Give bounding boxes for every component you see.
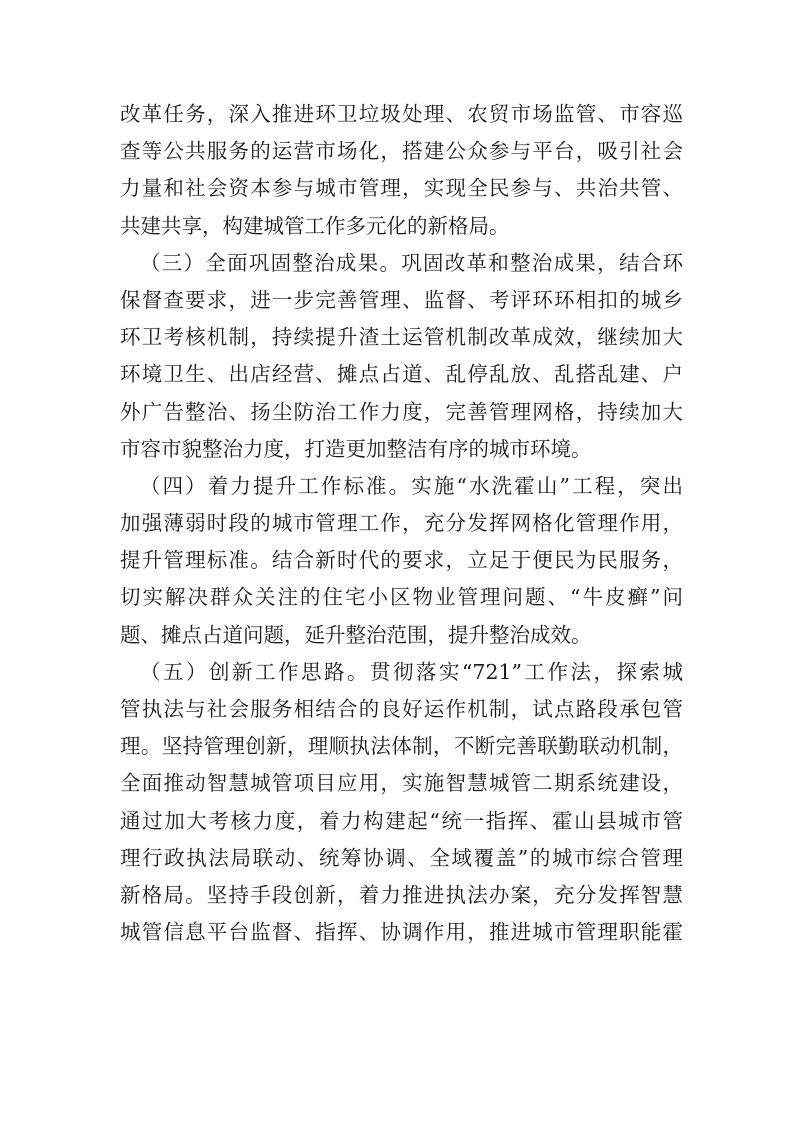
document-body xyxy=(120,96,683,951)
text-line: 管执法与社会服务相结合的良好运作机制，试点路段承包管 xyxy=(120,697,683,721)
text-line: 环卫考核机制，持续提升渣土运管机制改革成效，继续加大 xyxy=(120,325,683,350)
text-line: 通过加大考核力度，着力构建起“统一指挥、霍山县城市管 xyxy=(120,808,683,833)
text-line: 保督查要求，进一步完善管理、监督、考评环环相扣的城乡 xyxy=(120,287,683,312)
text-line: 改革任务，深入推进环卫垃圾处理、农贸市场监管、市容巡 xyxy=(120,102,683,126)
text-line: 理行政执法局联动、统筹协调、全域覆盖”的城市综合管理 xyxy=(120,845,683,870)
text-line: 加强薄弱时段的城市管理工作，充分发挥网格化管理作用， xyxy=(120,511,683,536)
text-line: 共建共享，构建城管工作多元化的新格局。 xyxy=(120,213,510,238)
text-line: 题、摊点占道问题，延升整治范围，提升整治成效。 xyxy=(120,622,592,647)
text-line: 外广告整治、扬尘防治工作力度，完善管理网格，持续加大 xyxy=(120,399,683,424)
section-heading-line: （四）着力提升工作标准。实施“水洗霍山”工程，突出 xyxy=(140,473,683,498)
text-line: 全面推动智慧城管项目应用，实施智慧城管二期系统建设， xyxy=(120,771,683,796)
text-line: 理。坚持管理创新，理顺执法体制，不断完善联勤联动机制， xyxy=(120,734,683,759)
text-line: 城管信息平台监督、指挥、协调作用，推进城市管理职能霍 xyxy=(120,920,683,945)
text-line: 查等公共服务的运营市场化，搭建公众参与平台，吸引社会 xyxy=(120,139,683,164)
text-line: 力量和社会资本参与城市管理，实现全民参与、共治共管、 xyxy=(120,176,683,201)
text-line: 提升管理标准。结合新时代的要求，立足于便民为民服务， xyxy=(120,548,683,573)
section-heading-line: （三）全面巩固整治成果。巩固改革和整治成果，结合环 xyxy=(140,250,683,275)
text-line: 切实解决群众关注的住宅小区物业管理问题、“牛皮癣”问 xyxy=(120,585,683,610)
text-line: 市容市貌整治力度，打造更加整洁有序的城市环境。 xyxy=(120,436,592,461)
section-heading-line: （五）创新工作思路。贯彻落实“721”工作法，探索城 xyxy=(140,659,683,684)
text-line: 新格局。坚持手段创新，着力推进执法办案，充分发挥智慧 xyxy=(120,882,683,907)
text-line: 环境卫生、出店经营、摊点占道、乱停乱放、乱搭乱建、户 xyxy=(120,362,683,387)
